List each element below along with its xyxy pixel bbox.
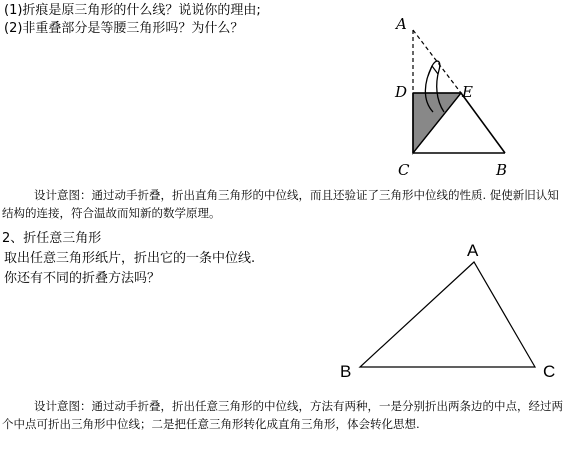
label-b2: B xyxy=(340,362,352,381)
label-c2: C xyxy=(543,362,556,381)
label-e: E xyxy=(462,83,473,101)
label-b1: B xyxy=(496,161,508,179)
fold-arrowhead xyxy=(428,66,438,76)
design-intent-2: 设计意图：通过动手折叠，折出任意三角形的中位线，方法有两种，一是分别折出两条边的中点，经过两个中点可折出三角形中位线；二是把任意三角形转化成直角三角形，体会转化思想. xyxy=(2,399,563,431)
label-a1: A xyxy=(396,15,407,33)
label-d: D xyxy=(395,83,408,101)
question-2: (2)非重叠部分是等腰三角形吗？为什么？ xyxy=(4,21,244,36)
label-c1: C xyxy=(398,161,410,179)
label-a2: A xyxy=(467,241,479,260)
triangle-abc xyxy=(360,262,535,367)
segment-eb xyxy=(461,93,505,153)
question-1: (1)折痕是原三角形的什么线？说说你的理由; xyxy=(4,3,261,18)
section-2-line-2: 你还有不同的折叠方法吗？ xyxy=(4,271,161,286)
section-2-heading: 2、折任意三角形 xyxy=(2,231,102,246)
section-2-line-1: 取出任意三角形纸片，折出它的一条中位线. xyxy=(4,251,256,266)
design-intent-1: 设计意图：通过动手折叠，折出直角三角形的中位线，而且还验证了三角形中位线的性质. 促使新旧认知结构的连接，符合温故而知新的数学原理。 xyxy=(2,188,559,220)
